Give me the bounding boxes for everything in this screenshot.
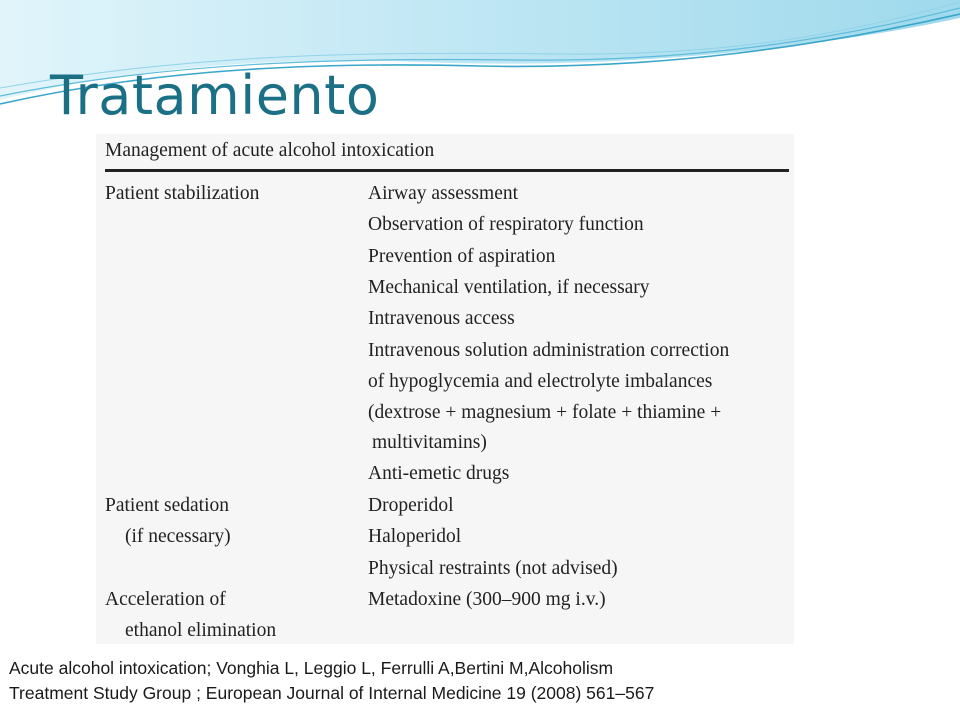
table-row-value: multivitamins) <box>372 432 487 453</box>
table-row-label: Patient sedation <box>105 495 230 516</box>
table-row-value: Metadoxine (300–900 mg i.v.) <box>368 589 606 610</box>
management-table-image <box>96 134 794 644</box>
table-header-rule <box>105 169 789 172</box>
table-row-value: Prevention of aspiration <box>368 246 556 267</box>
citation-line-1: Acute alcohol intoxication; Vonghia L, Leggio L, Ferrulli A,Bertini M,Alcoholism <box>9 658 614 678</box>
table-row-value: (dextrose + magnesium + folate + thiamine + <box>368 402 722 423</box>
citation-line-2: Treatment Study Group ; European Journal of Internal Medicine 19 (2008) 561–567 <box>9 683 655 703</box>
slide-title: Tratamiento <box>50 64 380 127</box>
table-row-value: Airway assessment <box>368 183 519 204</box>
table-row-value: Intravenous access <box>368 308 515 329</box>
table-row-value: Droperidol <box>368 495 454 516</box>
table-row-label: Acceleration of <box>105 589 226 610</box>
table-row-value: of hypoglycemia and electrolyte imbalances <box>368 371 713 392</box>
table-row-label: ethanol elimination <box>125 620 277 641</box>
table-row-value: Haloperidol <box>368 526 462 547</box>
table-row-label: Patient stabilization <box>105 183 260 204</box>
table-row-value: Mechanical ventilation, if necessary <box>368 277 650 298</box>
table-caption: Management of acute alcohol intoxication <box>105 140 435 161</box>
table-row-value: Observation of respiratory function <box>368 214 644 235</box>
table-row-label: (if necessary) <box>125 526 231 547</box>
table-row-value: Intravenous solution administration correction <box>368 340 730 361</box>
table-row-value: Physical restraints (not advised) <box>368 558 618 579</box>
citation <box>9 656 654 706</box>
table-row-value: Anti-emetic drugs <box>368 463 510 484</box>
